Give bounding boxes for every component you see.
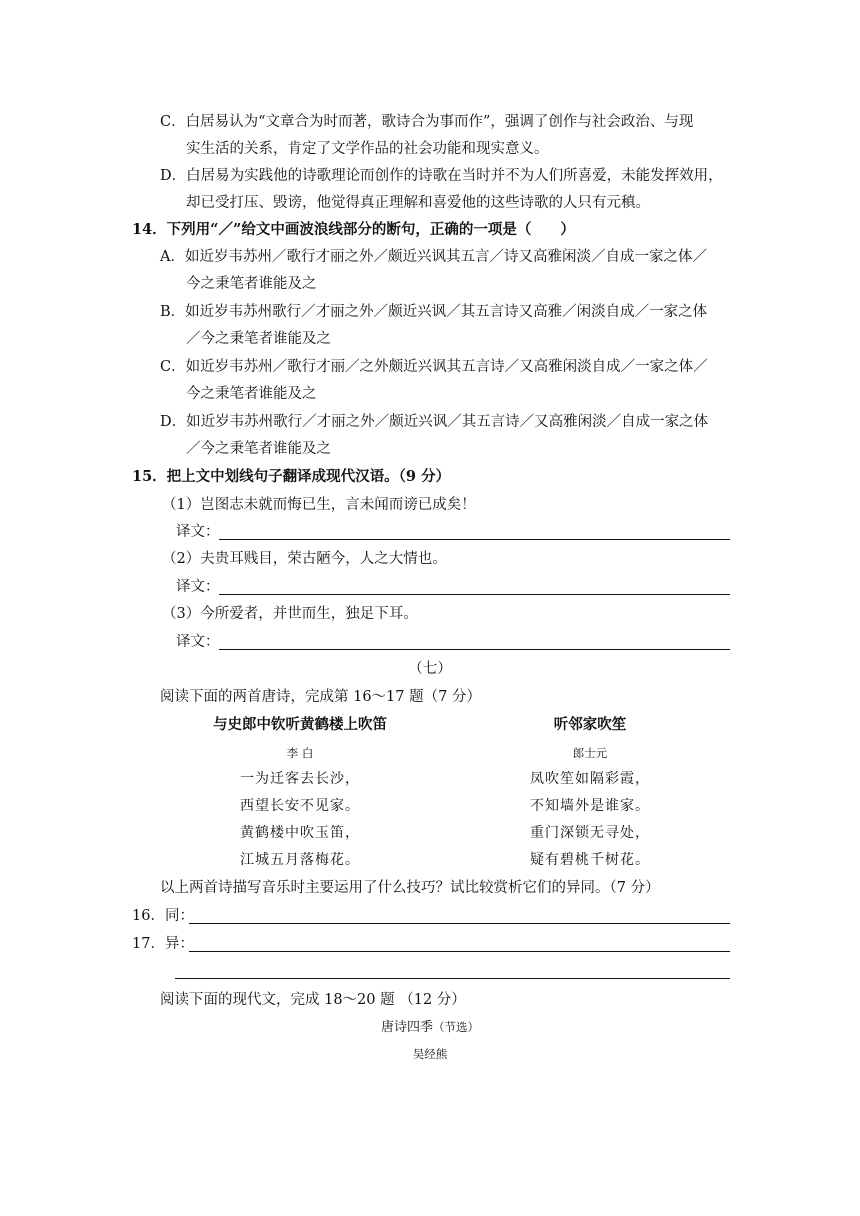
q15-sentence-2: （2）夫贵耳贱目，荣古陋今，人之大情也。 xyxy=(162,551,447,567)
q15-answer-line-1[interactable] xyxy=(219,539,730,540)
q17-answer-line-1[interactable] xyxy=(189,951,730,952)
q14-option-c-line2: 今之秉笔者谁能及之 xyxy=(186,386,317,402)
q15-sentence-3: （3）今所爱者，并世而生，独足下耳。 xyxy=(162,606,418,622)
q14-option-d-line1: D．如近岁韦苏州歌行／才丽之外／颇近兴讽／其五言诗／又高雅闲淡／自成一家之体 xyxy=(160,414,709,430)
q15-translation-label-1: 译文： xyxy=(176,524,220,540)
q14-stem: 14．下列用“／”给文中画波浪线部分的断句，正确的一项是（ ） xyxy=(132,221,575,238)
section-7-heading: （七） xyxy=(408,661,452,677)
q15-answer-line-2[interactable] xyxy=(219,594,730,595)
q17-label: 17．异： xyxy=(132,936,194,952)
q15-translation-label-3: 译文： xyxy=(176,634,220,650)
q14-option-b-line1: B．如近岁韦苏州歌行／才丽之外／颇近兴讽／其五言诗又高雅／闲淡自成／一家之体 xyxy=(160,304,708,320)
poem-2-line-4: 疑有碧桃千树花。 xyxy=(530,852,650,868)
q14-option-a-line2: 今之秉笔者谁能及之 xyxy=(186,276,317,292)
poem-1-line-3: 黄鹤楼中吹玉笛， xyxy=(240,825,360,841)
q14-option-c-line1: C．如近岁韦苏州／歌行才丽／之外颇近兴讽其五言诗／又高雅闲淡自成／一家之体／ xyxy=(160,359,708,375)
q16-17-question: 以上两首诗描写音乐时主要运用了什么技巧？试比较赏析它们的异同。（7 分） xyxy=(160,880,660,896)
q14-option-a-line1: A．如近岁韦苏州／歌行才丽之外／颇近兴讽其五言／诗又高雅闲淡／自成一家之体／ xyxy=(160,249,707,265)
poem-1-author: 李 白 xyxy=(286,746,314,760)
poem-2-line-1: 凤吹笙如隔彩霞， xyxy=(530,771,650,787)
poem-1-title: 与史郎中钦听黄鹤楼上吹笛 xyxy=(213,717,387,733)
q17-answer-line-2[interactable] xyxy=(175,978,730,979)
poem-1-line-1: 一为迁客去长沙， xyxy=(240,771,360,787)
modern-text-title: 唐诗四季 xyxy=(380,1020,433,1035)
modern-text-intro: 阅读下面的现代文，完成 18～20 题 （12 分） xyxy=(160,992,466,1008)
poem-1-line-4: 江城五月落梅花。 xyxy=(240,852,360,868)
poem-2-author: 郎士元 xyxy=(572,746,608,760)
q14-option-d-line2: ／今之秉笔者谁能及之 xyxy=(186,441,331,457)
poem-2-line-3: 重门深锁无寻处， xyxy=(530,825,650,841)
q16-label: 16．同： xyxy=(132,908,194,924)
poem-2-line-2: 不知墙外是谁家。 xyxy=(530,798,650,814)
modern-text-title-wrap xyxy=(0,1017,860,1038)
q13-option-d-line1: D．白居易为实践他的诗歌理论而创作的诗歌在当时并不为人们所喜爱，未能发挥效用， xyxy=(160,168,723,184)
q13-option-c-line1: C．白居易认为“文章合为时而著，歌诗合为事而作”，强调了创作与社会政治、与现 xyxy=(160,114,694,130)
poem-1-line-2: 西望长安不见家。 xyxy=(240,798,360,814)
poem-2-title: 听邻家吹笙 xyxy=(553,717,627,733)
q15-answer-line-3[interactable] xyxy=(219,649,730,650)
q16-answer-line[interactable] xyxy=(189,923,730,924)
section-7-intro: 阅读下面的两首唐诗，完成第 16～17 题（7 分） xyxy=(160,689,481,705)
modern-text-author: 吴经熊 xyxy=(412,1047,448,1061)
modern-text-title-note: （节选） xyxy=(433,1020,479,1034)
q15-translation-label-2: 译文： xyxy=(176,579,220,595)
q13-option-d-line2: 却已受打压、毁谤，他觉得真正理解和喜爱他的这些诗歌的人只有元稹。 xyxy=(186,195,650,211)
q14-option-b-line2: ／今之秉笔者谁能及之 xyxy=(186,331,331,347)
q15-stem: 15．把上文中划线句子翻译成现代汉语。（9 分） xyxy=(132,468,451,485)
q13-option-c-line2: 实生活的关系，肯定了文学作品的社会功能和现实意义。 xyxy=(186,141,549,157)
q15-sentence-1: （1）岂图志未就而悔已生，言未闻而谤已成矣！ xyxy=(162,497,476,513)
